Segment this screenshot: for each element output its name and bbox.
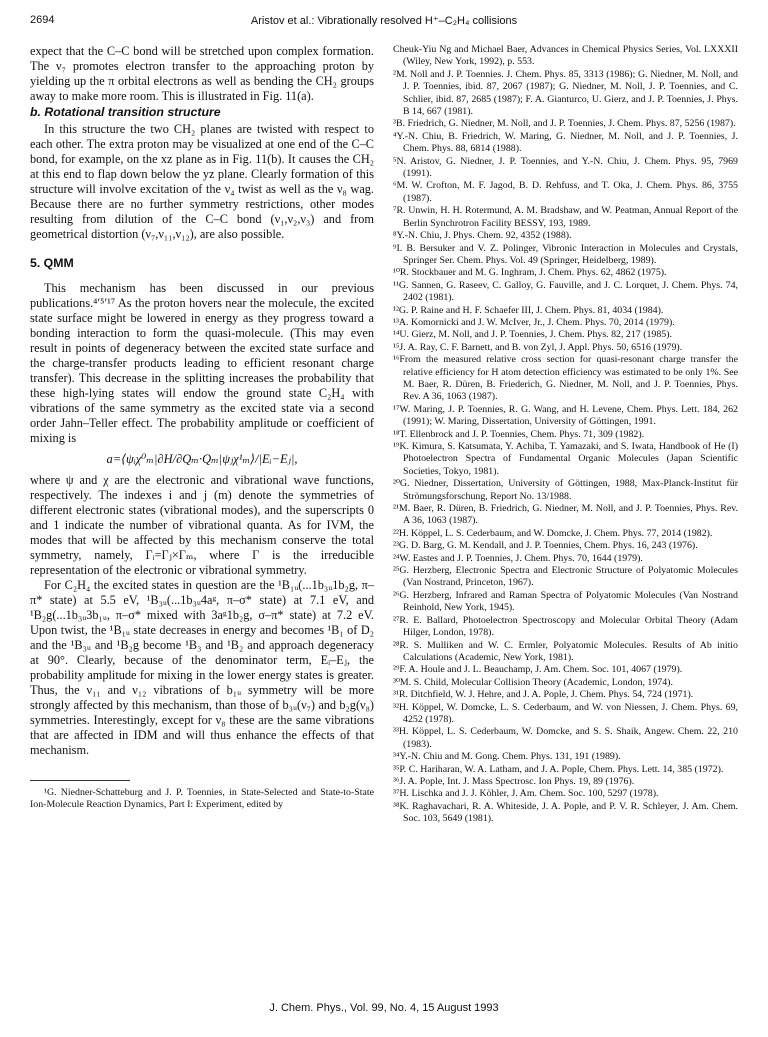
reference-item: ²³G. D. Barg, G. M. Kendall, and J. P. Toennies, Chem. Phys. 16, 243 (1976). [393, 540, 698, 552]
reference-item: ⁴Y.-N. Chiu, B. Friedrich, W. Maring, G. Niedner, M. Noll, and J. P. Toennies, J. Chem. Phys. 88, 6814 (1988). [393, 130, 738, 155]
subsection-heading-rotational: b. Rotational transition structure [30, 105, 221, 119]
reference-item: ³⁶J. A. Pople, Int. J. Mass Spectrosc. Ion Phys. 19, 89 (1976). [393, 775, 635, 787]
reference-item: ¹⁹K. Kimura, S. Katsumata, Y. Achiba, T. Yamazaki, and S. Iwata, Handbook of He (I) Photoelectron Spectra of Fundamental Organic Molecules (Japan Scientific Societies, Tokyo, 1981). [393, 441, 738, 477]
reference-item: ²⁰G. Niedner, Dissertation, University of Göttingen, 1988, Max-Planck-Institut für Strömungsforschung, Report No. 13/1988. [393, 478, 738, 502]
page-number: 2694 [30, 14, 55, 26]
reference-item: Cheuk-Yiu Ng and Michael Baer, Advances in Chemical Physics Series, Vol. LXXXII (Wiley, New York, 1992), p. 553. [393, 44, 738, 68]
reference-item: ²²H. Köppel, L. S. Cederbaum, and W. Domcke, J. Chem. Phys. 77, 2014 (1982). [393, 527, 713, 539]
reference-item: ²⁸R. S. Mulliken and W. C. Ermler, Polyatomic Molecules. Results of Ab initio Calculations (Academic, New York, 1981). [393, 639, 738, 663]
reference-item: ¹⁴U. Gierz, M. Noll, and J. P. Toennies, J. Chem. Phys. 82, 217 (1985). [393, 329, 672, 341]
running-head-title: Aristov et al.: Vibrationally resolved H⁺–C₂H₄ collisions [250, 15, 518, 27]
reference-item: ¹⁶From the measured relative cross section for quasi-resonant charge transfer the relative efficiency for H atom detection efficiency was estimated to be only 1%. See M. Baer, R. Düren, B. Friederich, G. Niedner, M. Noll, and J. P. Toennies, Phys. Rev. A 36, 1063 (1987). [393, 354, 738, 403]
paragraph-excited-states: For C₂H₄ the excited states in question are the ¹B₁ᵤ(...1b₃ᵤ1b₂g, π–π* state) at 5.5 eV, ¹B₃ᵤ(...1b₃ᵤ4aᵍ, π–σ* state) at 7.1 eV, and ¹B₂g(...1b₃ᵤ3b₁ᵤ, π–σ* mixed with 3aᵍ1b₂g, σ–π* state) at 7.2 eV. Upon twist, the ¹B₁ᵤ state decreases in energy and becomes ¹B₁ of D₂ and the ¹B₃ᵤ and ¹B₂g become ¹B₃ and ¹B₂ and approach degeneracy at 90°. Clearly, because of the denominator term, Eᵢ–Eⱼ, the probability amplitude for mixing in the lower energy states is greater. Thus, the ν₁₁ and ν₁₂ vibrations of b₁ᵤ symmetry will be more strongly affected by this mechanism, than those of b₃ᵤ(ν₇) and b₂g(ν₈) symmetries. Interestingly, except for ν₈ these are the same vibrations that are affected in IDM and will thus enhance the effects of that mechanism. [30, 578, 374, 757]
reference-item: ⁶M. W. Crofton, M. F. Jagod, B. D. Rehfuss, and T. Oka, J. Chem. Phys. 86, 3755 (1987). [393, 180, 738, 204]
reference-item: ³⁵P. C. Hariharan, W. A. Latham, and J. A. Pople, Chem. Phys. Lett. 14, 385 (1972). [393, 763, 724, 775]
reference-item: ³⁴Y.-N. Chiu and M. Gong. Chem. Phys. 131, 191 (1989). [393, 751, 621, 763]
mixing-equation: a=⟨ψᵢχ⁰ₘ|∂H/∂Qₘ·Qₘ|ψⱼχ¹ₘ⟩/|Eᵢ−Eⱼ|, [106, 452, 298, 466]
reference-item: ²⁵G. Herzberg, Electronic Spectra and Electronic Structure of Polyatomic Molecules (Van Nostrand, Princeton, 1967). [393, 565, 738, 589]
reference-item: ⁵N. Aristov, G. Niedner, J. P. Toennies, and Y.-N. Chiu, J. Chem. Phys. 95, 7969 (1991). [393, 155, 738, 180]
reference-item: ⁹I. B. Bersuker and V. Z. Polinger, Vibronic Interaction in Molecules and Crystals, Springer Ser. Chem. Phys. Vol. 49 (Springer, Heidelberg, 1989). [393, 242, 738, 266]
reference-item: ¹¹G. Sannen, G. Raseev, C. Galloy, G. Fauville, and J. C. Lorquet, J. Chem. Phys. 74, 2402 (1981). [393, 279, 738, 304]
paragraph-continuation: expect that the C–C bond will be stretched upon complex formation. The ν₇ promotes electron transfer to the approaching proton by yielding up the π orbital electrons as well as bending the CH₂ groups away to make more room. This is illustrated in Fig. 11(a). [30, 44, 374, 103]
left-column [30, 44, 374, 812]
reference-item: ¹⁵J. A. Ray, C. F. Barnett, and B. von Zyl, J. Appl. Phys. 50, 6516 (1979). [393, 341, 683, 353]
reference-item: ³⁰M. S. Child, Molecular Collision Theory (Academic, London, 1974). [393, 676, 673, 688]
reference-item: ³B. Friedrich, G. Niedner, M. Noll, and J. P. Toennies, J. Chem. Phys. 87, 5256 (1987). [393, 118, 736, 130]
running-header [30, 14, 738, 30]
reference-item: ²⁶G. Herzberg, Infrared and Raman Spectra of Polyatomic Molecules (Van Nostrand Reinhold, New York, 1945). [393, 589, 738, 614]
journal-footer: J. Chem. Phys., Vol. 99, No. 4, 15 August 1993 [269, 1002, 499, 1014]
reference-item: ⁷R. Unwin, H. H. Rotermund, A. M. Bradshaw, and W. Peatman, Annual Report of the Berlin Synchrotron Facility BESSY, 193, 1989. [393, 205, 738, 229]
reference-item: ²¹M. Baer, R. Düren, B. Friedrich, G. Niedner, M. Noll, and J. P. Toennies, Phys. Rev. A 36, 1063 (1987). [393, 503, 738, 527]
reference-item: ²⁴W. Eastes and J. P. Toennies, J. Chem. Phys. 70, 1644 (1979). [393, 552, 643, 564]
footnote-rule [30, 780, 130, 781]
paragraph-qmm-intro: This mechanism has been discussed in our previous publications.⁴ʹ⁵ʹ¹⁷ As the proton hovers near the molecule, the excited state surface might be lowered in energy as they progress toward a bonding interaction to form the quasi-molecule. (This may even result in points of degeneracy between the excited state surface and the charge-transfer products leading to efficient resonant charge transfer). This decrease in the splitting increases the probability that these high-lying states will endow the ground state C₂H₄ with vibrations of the same symmetry as the excited state via a second order Jahn–Teller effect. The probability amplitude or coefficient of mixing is [30, 281, 374, 445]
reference-item: ⁸Y.-N. Chiu, J. Phys. Chem. 92, 4352 (1988). [393, 230, 572, 242]
reference-item: ³⁷H. Lischka and J. J. Köhler, J. Am. Chem. Soc. 100, 5297 (1978). [393, 788, 659, 800]
paragraph-rotational-structure: In this structure the two CH₂ planes are twisted with respect to each other. The extra proton may be visualized at one end of the C–C bond, for example, on the xz plane as in Fig. 11(b). It causes the CH₂ at this end to flap down below the yz plane. Clearly formation of this structure will involve excitation of the ν₄ twist as well as the ν₈ wag. Because there are no further symmetry restrictions, other modes resulting from dilution of the C–C bond (ν₁,ν₂,ν₃) and from geometrical distortion (ν₇,ν₁₁,ν₁₂), are also possible. [30, 122, 374, 241]
section-heading-qmm: 5. QMM [30, 256, 74, 270]
reference-item: ²⁷R. E. Ballard, Photoelectron Spectroscopy and Molecular Orbital Theory (Adam Hilger, London, 1978). [393, 614, 738, 639]
reference-item: ¹⁷W. Maring, J. P. Toennies, R. G. Wang, and H. Levene, Chem. Phys. Lett. 184, 262 (1991); W. Maring, Dissertation, University of Göttingen, 1991. [393, 403, 738, 428]
reference-item: ²M. Noll and J. P. Toennies. J. Chem. Phys. 85, 3313 (1986); G. Niedner, M. Noll, and J. P. Toennies, ibid. 87, 2067 (1987); G. Niedner, M. Noll, J. P. Toennies, and C. Schlier, ibid. 87, 2685 (1987); F. A. Gianturco, U. Gierz, and J. P. Toennies, J. Phys. B 14, 667 (1981). [393, 68, 738, 118]
reference-list [393, 44, 738, 826]
reference-item: ¹⁰R. Stockbauer and M. G. Inghram, J. Chem. Phys. 62, 4862 (1975). [393, 267, 667, 279]
reference-item: ¹⁸T. Ellenbrock and J. P. Toennies, Chem. Phys. 71, 309 (1982). [393, 428, 645, 440]
reference-item: ¹²G. P. Raine and H. F. Schaefer III, J. Chem. Phys. 81, 4034 (1984). [393, 304, 664, 316]
reference-item: ³³H. Köppel, L. S. Cederbaum, W. Domcke, and S. S. Shaik, Angew. Chem. 22, 210 (1983). [393, 726, 738, 750]
reference-item: ³¹R. Ditchfield, W. J. Hehre, and J. A. Pople, J. Chem. Phys. 54, 724 (1971). [393, 689, 694, 701]
reference-item: ³⁸K. Raghavachari, R. A. Whiteside, J. A. Pople, and P. V. R. Schleyer, J. Am. Chem. Soc. 103, 5649 (1981). [393, 800, 738, 825]
paragraph-wavefunctions: where ψ and χ are the electronic and vibrational wave functions, respectively. The indexes i and j (m) denote the symmetries of different electronic states (vibrational modes), and the superscripts 0 and 1 indicate the number of vibrational quanta. As for IVM, the modes that will be affected by this mechanism conserve the total symmetry, namely, Γᵢ=Γⱼ×Γₘ, where Γ is the irreducible representation of the electronic or vibrational symmetry. [30, 473, 374, 577]
reference-item: ¹³A. Komornicki and J. W. McIver, Jr., J. Chem. Phys. 70, 2014 (1979). [393, 316, 675, 328]
reference-item: ²⁹F. A. Houle and J. L. Beauchamp, J. Am. Chem. Soc. 101, 4067 (1979). [393, 664, 683, 676]
footnote-1: ¹G. Niedner-Schatteburg and J. P. Toennies, in State-Selected and State-to-State Ion-Molecule Reaction Dynamics, Part I: Experiment, edited by [30, 787, 374, 811]
reference-item: ³²H. Köppel, W. Domcke, L. S. Cederbaum, and W. von Niessen, J. Chem. Phys. 69, 4252 (1978). [393, 701, 738, 725]
